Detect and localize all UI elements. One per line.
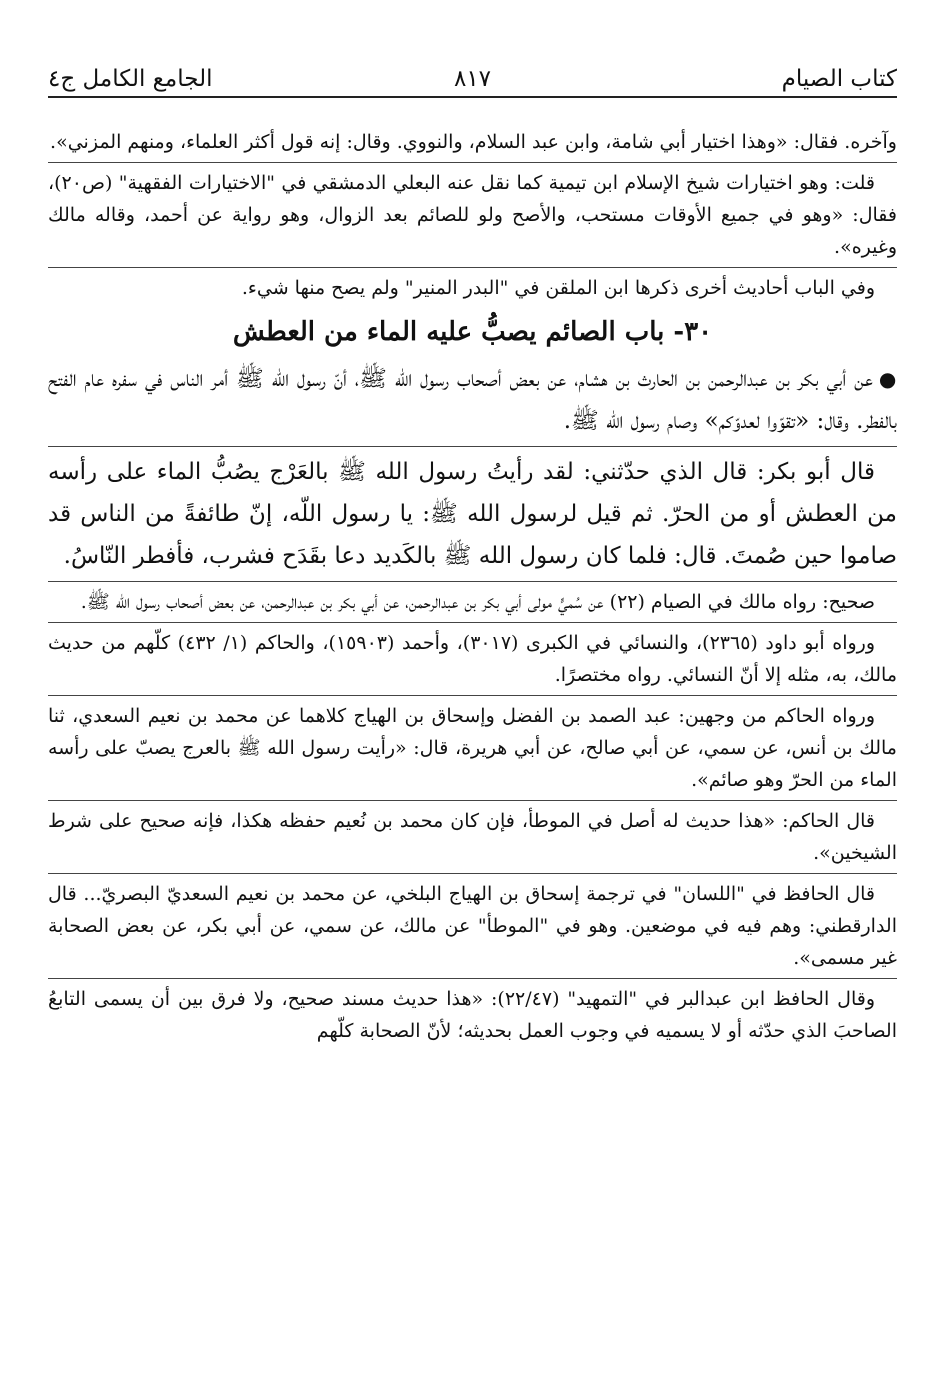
hadith-text-2: قال أبو بكر: قال الذي حدّثني: لقد رأيتُ رسول الله ﷺ بالعَرْج يصُبُّ الماء على رأسه من العطش أو من الحرّ. ثم قيل لرسول الله ﷺ: يا رسول اللّه، إنّ طائفةً من الناس قد صاموا حين صُمتَ. قال: فلما كان رسول الله ﷺ بالكَديد دعا بقَدَح فشرب، فأفطر النّاسُ. — [48, 459, 897, 569]
paragraph-divider — [48, 162, 897, 163]
page-number: ٨١٧ — [453, 66, 492, 92]
note-paragraph: وفي الباب أحاديث أخرى ذكرها ابن الملقن في "البدر المنير" ولم يصح منها شيء. — [241, 277, 875, 299]
commentary-paragraph: ورواه الحاكم من وجهين: عبد الصمد بن الفضل وإسحاق بن الهياج كلاهما عن محمد بن نعيم السعدي، ثنا مالك بن أنس، عن سمي، عن أبي صالح، عن أبي هريرة، قال: «رأيت رسول الله ﷺ بالعرج يصبّ على رأسه الماء من الحرّ وهو صائم». — [48, 705, 897, 791]
page-header — [48, 58, 897, 98]
paragraph-divider — [48, 873, 897, 874]
bullet-icon: ● — [878, 367, 897, 391]
commentary-paragraph: ورواه أبو داود (٢٣٦٥)، والنسائي في الكبرى (٣٠١٧)، وأحمد (١٥٩٠٣)، والحاكم (١/ ٤٣٢) كلّهم من حديث مالك، به، مثله إلا أنّ النسائي. رواه مختصرًا. — [48, 632, 897, 686]
commentary-paragraph: وقال الحافظ ابن عبدالبر في "التمهيد" (٢٢/٤٧): «هذا حديث مسند صحيح، ولا فرق بين أن يسمى التابعُ الصاحبَ الذي حدّثه أو لا يسميه في وجوب العمل بحديثه؛ لأنّ الصحابة كلّهم — [48, 988, 897, 1042]
paragraph-divider — [48, 695, 897, 696]
paragraph-divider — [48, 978, 897, 979]
paragraph-divider — [48, 267, 897, 268]
commentary-paragraph: قال الحاكم: «هذا حديث له أصل في الموطأ، فإن كان محمد بن نُعيم حفظه هكذا، فإنه صحيح على شرط الشيخين». — [48, 810, 897, 864]
book-section-title: كتاب الصيام — [781, 66, 897, 92]
paragraph-divider — [48, 581, 897, 582]
commentary-paragraph: صحيح: رواه مالك في الصيام (٢٢) عن سُميٍّ مولى أبي بكر بن عبدالرحمن، عن أبي بكر بن عبدالرحمن، عن بعض أصحاب رسول الله ﷺ. — [80, 591, 875, 613]
note-paragraph: وآخره. فقال: «وهذا اختيار أبي شامة، وابن عبد السلام، والنووي. وقال: إنه قول أكثر العلماء، ومنهم المزني». — [50, 131, 897, 153]
note-paragraph: قلت: وهو اختيارات شيخ الإسلام ابن تيمية كما نقل عنه البعلي الدمشقي في "الاختيارات الفقهية" (ص٢٠)، فقال: «وهو في جميع الأوقات مستحب، والأصح ولو للصائم بعد الزوال، وهو رواية عن أحمد، وقاله مالك وغيره». — [48, 172, 897, 258]
hadith-text-1: عن أبي بكر بن عبدالرحمن بن الحارث بن هشام، عن بعض أصحاب رسول الله ﷺ، أنّ رسول الله ﷺ أمر الناس في سفره عام الفتح بالفطر. وقال: «تقوّوا لعدوّكم» وصام رسول الله ﷺ. — [48, 366, 897, 434]
paragraph-divider — [48, 622, 897, 623]
book-volume-title: الجامع الكامل ج٤ — [48, 66, 213, 92]
header-rule — [48, 96, 897, 98]
page-body — [48, 126, 897, 1047]
paragraph-divider — [48, 800, 897, 801]
paragraph-divider — [48, 446, 897, 447]
commentary-paragraph: قال الحافظ في "اللسان" في ترجمة إسحاق بن الهياج البلخي، عن محمد بن نعيم السعديّ البصريّ... قال الدارقطني: وهم فيه في موضعين. وهو في "الموطأ" عن مالك، عن سمي، عن أبي بكر، عن بعض الصحابة غير مسمى». — [48, 883, 897, 969]
hadith-text — [48, 358, 897, 442]
chapter-title: ٣٠- باب الصائم يصبُّ عليه الماء من العطش — [232, 317, 713, 347]
